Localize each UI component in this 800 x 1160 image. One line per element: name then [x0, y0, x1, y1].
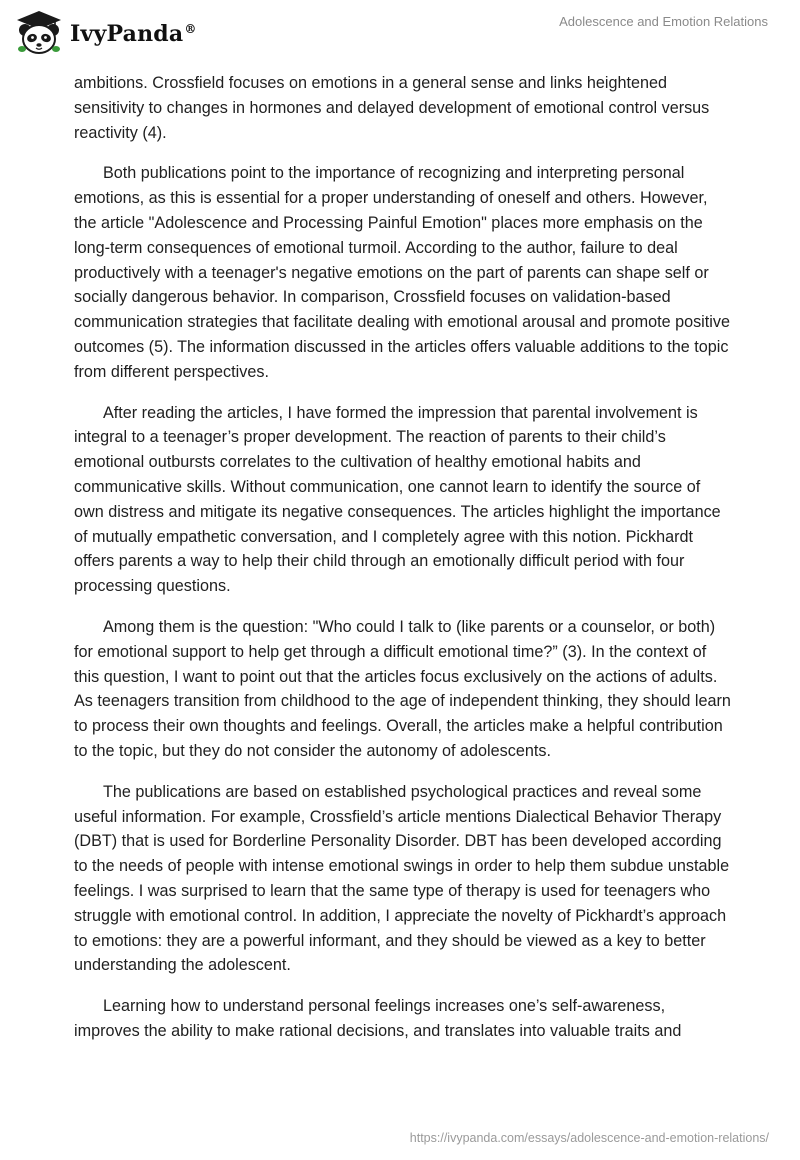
paragraph: Learning how to understand personal feelings increases one’s self-awareness, improves the ability to make rational decisions, and translates into valuable traits and [74, 997, 682, 1040]
essay-body [74, 71, 734, 1060]
panda-graduate-icon [14, 8, 64, 58]
brand-logo[interactable] [14, 8, 197, 58]
paragraph: After reading the articles, I have formed the impression that parental involvement is integral to a teenager’s proper development. The reaction of parents to their child’s emotional outbursts correlates to the cultivation of healthy emotional habits and communicative skills. Without communication, one cannot learn to identify the source of own distress and mitigate its negative consequences. The articles highlight the importance of mutually empathetic conversation, and I completely agree with this notion. Pickhardt offers parents a way to help their child through an emotionally difficult period with four processing questions. [74, 403, 721, 596]
page-header [0, 0, 800, 70]
paragraph: Among them is the question: "Who could I talk to (like parents or a counselor, or both) for emotional support to help get through a difficult emotional time?” (3). In the context of this question, I want to point out that the articles focus exclusively on the actions of adults. As teenagers transition from childhood to the age of independent thinking, they should learn to process their own thoughts and feelings. Overall, the articles make a helpful contribution to the topic, but they do not consider the autonomy of adolescents. [74, 617, 731, 760]
paragraph: Both publications point to the importance of recognizing and interpreting personal emotions, as this is essential for a proper understanding of oneself and others. However, the article "Adolescence and Processing Painful Emotion" places more emphasis on the long-term consequences of emotional turmoil. According to the author, failure to deal productively with a teenager's negative emotions on the part of parents can shape self or socially dangerous behavior. In comparison, Crossfield focuses on validation-based communication strategies that facilitate dealing with emotional arousal and promote positive outcomes (5). The information discussed in the articles offers valuable additions to the topic from different perspectives. [74, 164, 730, 381]
document-title: Adolescence and Emotion Relations [559, 14, 768, 29]
brand-name: IvyPanda® [70, 21, 197, 47]
paragraph: The publications are based on established psychological practices and reveal some useful information. For example, Crossfield’s article mentions Dialectical Behavior Therapy (DBT) that is used for Borderline Personality Disorder. DBT has been developed according to the needs of people with intense emotional swings in order to help them subdue unstable feelings. I was surprised to learn that the same type of therapy is used for teenagers who struggle with emotional control. In addition, I appreciate the novelty of Pickhardt’s approach to emotions: they are a powerful informant, and they should be viewed as a key to better understanding the adolescent. [74, 782, 730, 975]
source-url[interactable]: https://ivypanda.com/essays/adolescence-and-emotion-relations/ [409, 1131, 769, 1145]
paragraph: ambitions. Crossfield focuses on emotions in a general sense and links heightened sensitivity to changes in hormones and delayed development of emotional control versus reactivity (4). [74, 74, 710, 142]
